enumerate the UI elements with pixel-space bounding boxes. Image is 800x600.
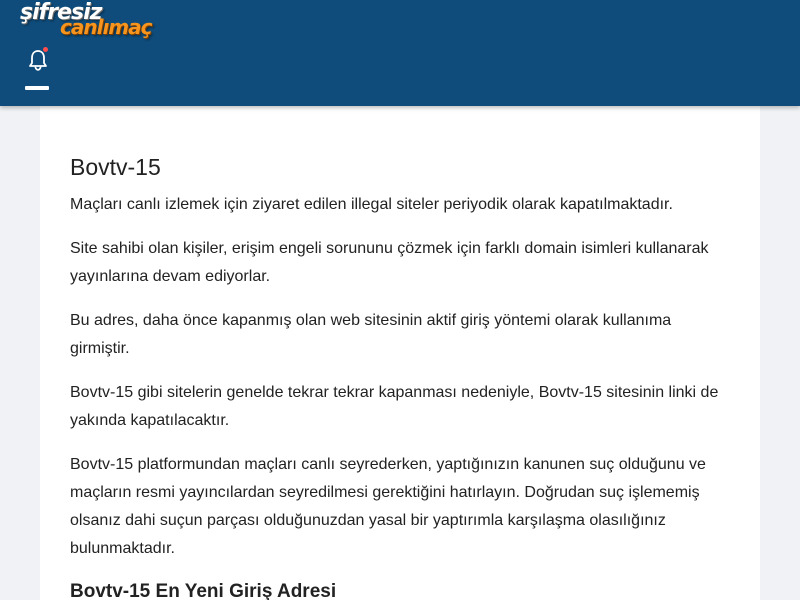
bell-icon[interactable] [28, 49, 48, 71]
site-header [0, 0, 800, 106]
page-title: Bovtv-15 [70, 154, 161, 180]
menu-bar [25, 86, 49, 90]
site-logo[interactable] [20, 0, 170, 40]
logo-text-primary: şifresiz [20, 0, 102, 25]
article-paragraph: Bovtv-15 gibi sitelerin genelde tekrar tekrar kapanması nedeniyle, Bovtv-15 sitesinin linki de yakında kapatılacaktır. [70, 384, 719, 429]
hamburger-menu-icon[interactable] [25, 85, 49, 92]
article [70, 152, 730, 600]
article-paragraph: Site sahibi olan kişiler, erişim engeli sorununu çözmek için farklı domain isimleri kullanarak yayınlarına devam ediyorlar. [70, 240, 709, 285]
article-paragraph: Bovtv-15 platformundan maçları canlı seyrederken, yaptığınızın kanunen suç olduğunu ve maçların resmi yayıncılardan seyredilmesi gerektiğini hatırlayın. Doğrudan suç işlememiş olsanız dahi suçun parçası olduğunuzdan yasal bir yaptırımla karşılaşma olasılığınız bulunmaktadır. [70, 456, 706, 557]
logo-text-secondary: canlımaç [60, 15, 152, 39]
main-content [40, 106, 760, 600]
article-paragraph: Bu adres, daha önce kapanmış olan web sitesinin aktif giriş yöntemi olarak kullanıma girmiştir. [70, 312, 672, 357]
bell-icon-graphic [28, 49, 48, 71]
article-paragraph: Maçları canlı izlemek için ziyaret edilen illegal siteler periyodik olarak kapatılmaktadır. [70, 196, 673, 213]
section-heading: Bovtv-15 En Yeni Giriş Adresi [70, 581, 337, 600]
notification-dot [43, 47, 48, 52]
